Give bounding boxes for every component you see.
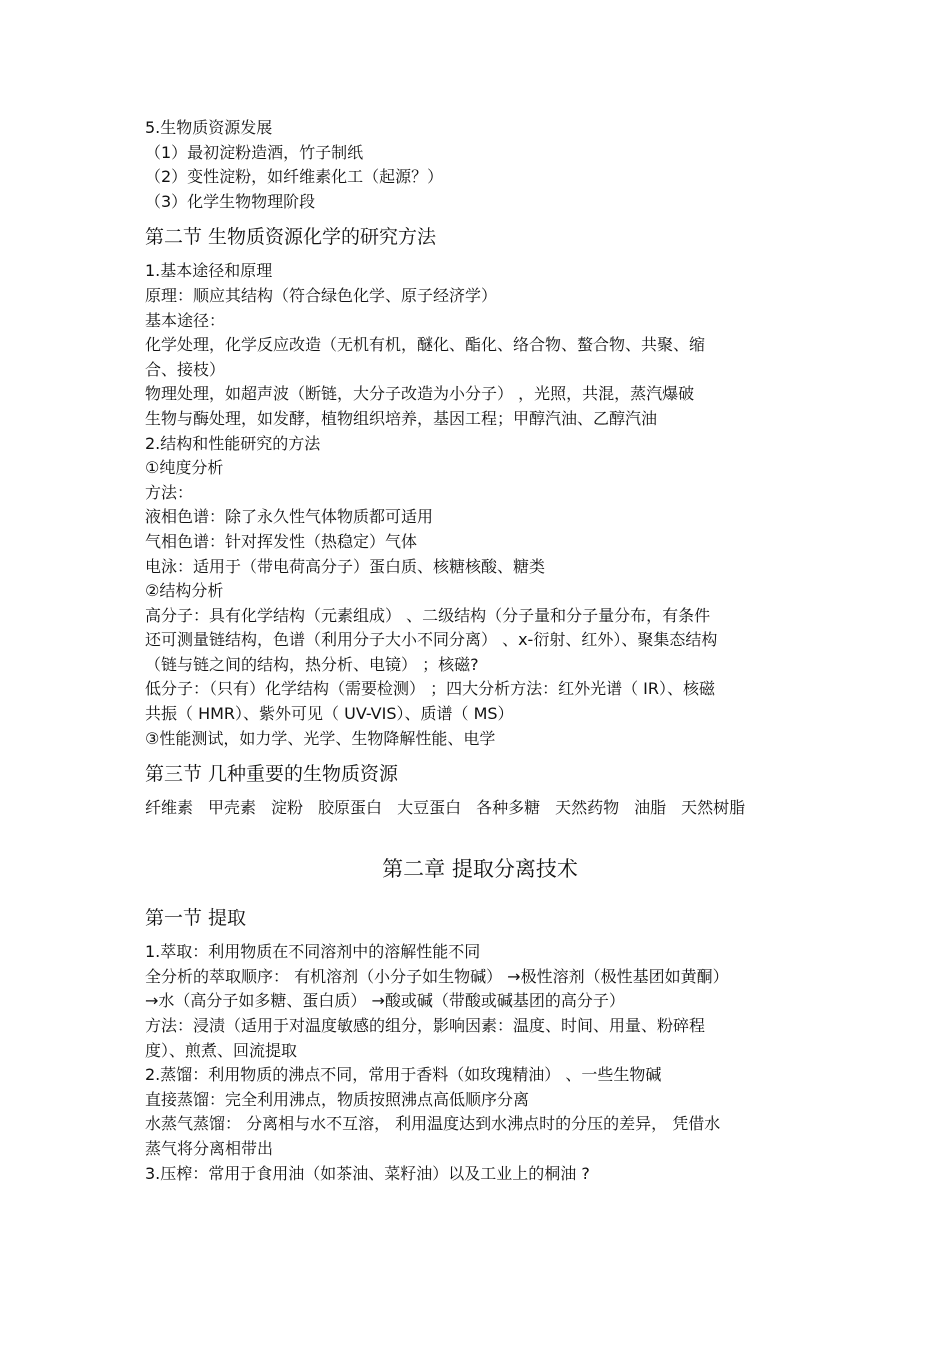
paragraph-line: 直接蒸馏：完全利用沸点，物质按照沸点高低顺序分离	[145, 1089, 530, 1109]
paragraph-line: ①纯度分析	[145, 458, 224, 478]
paragraph-line: 水蒸气蒸馏： 分离相与水不互溶， 利用温度达到水沸点时的分压的差异， 凭借水	[145, 1114, 721, 1134]
paragraph-line: 共振（ HMR）、紫外可见（ UV-VIS）、质谱（ MS）	[145, 704, 514, 724]
resource-item: 油脂	[634, 798, 667, 818]
section-5-item-2: （2）变性淀粉，如纤维素化工（起源？）	[145, 167, 444, 187]
section-5-item-1: （1）最初淀粉造酒，竹子制纸	[145, 142, 364, 162]
paragraph-line: 物理处理，如超声波（断链，大分子改造为小分子） ，光照，共混，蒸汽爆破	[145, 384, 695, 404]
paragraph-line: 原理：顺应其结构（符合绿色化学、原子经济学）	[145, 285, 498, 305]
section-2-heading: 第二节 生物质资源化学的研究方法	[145, 226, 437, 249]
paragraph-line: 生物与酶处理，如发酵，植物组织培养，基因工程；甲醇汽油、乙醇汽油	[145, 408, 658, 428]
chapter-2-title: 第二章 提取分离技术	[382, 857, 578, 882]
paragraph-line: 3.压榨：常用于食用油（如茶油、菜籽油）以及工业上的桐油 ?	[145, 1163, 590, 1183]
paragraph-line: →水（高分子如多糖、蛋白质） →酸或碱（带酸或碱基团的高分子）	[145, 991, 625, 1011]
paragraph-line: 2.蒸馏：利用物质的沸点不同，常用于香料（如玫瑰精油） 、一些生物碱	[145, 1065, 662, 1085]
paragraph-line: 1.萃取：利用物质在不同溶剂中的溶解性能不同	[145, 942, 481, 962]
paragraph-line: 气相色谱：针对挥发性（热稳定）气体	[145, 531, 418, 551]
resource-item: 淀粉	[271, 798, 304, 818]
paragraph-line: 合、接枝）	[145, 359, 226, 379]
paragraph-line: 还可测量链结构，色谱（利用分子大小不同分离） 、x-衍射、红外）、聚集态结构	[145, 630, 718, 650]
paragraph-line: 高分子：具有化学结构（元素组成） 、二级结构（分子量和分子量分布，有条件	[145, 605, 711, 625]
section-5-item-3: （3）化学生物物理阶段	[145, 191, 316, 211]
resource-item: 胶原蛋白	[318, 798, 383, 818]
paragraph-line: 方法：浸渍（适用于对温度敏感的组分，影响因素：温度、时间、用量、粉碎程	[145, 1016, 706, 1036]
resource-item: 大豆蛋白	[397, 798, 462, 818]
section-1-heading: 第一节 提取	[145, 907, 247, 930]
section-5-title: 5.生物质资源发展	[145, 118, 273, 137]
paragraph-line: 电泳：适用于（带电荷高分子）蛋白质、核糖核酸、糖类	[145, 556, 546, 576]
paragraph-line: 化学处理，化学反应改造（无机有机，醚化、酯化、络合物、螯合物、共聚、缩	[145, 335, 706, 355]
paragraph-line: 全分析的萃取顺序： 有机溶剂（小分子如生物碱） →极性溶剂（极性基团如黄酮）	[145, 966, 729, 986]
resource-item: 天然树脂	[681, 798, 746, 818]
resource-item: 纤维素	[145, 798, 194, 818]
paragraph-line: 液相色谱：除了永久性气体物质都可适用	[145, 507, 434, 527]
resource-item: 各种多糖	[476, 798, 541, 818]
resource-item: 天然药物	[555, 798, 620, 818]
paragraph-line: 低分子：（只有）化学结构（需要检测） ；四大分析方法：红外光谱（ IR）、核磁	[145, 679, 716, 699]
paragraph-line: ②结构分析	[145, 581, 224, 601]
paragraph-line: 度）、煎煮、回流提取	[145, 1040, 298, 1060]
paragraph-line: 蒸气将分离相带出	[145, 1139, 274, 1158]
section-3-heading: 第三节 几种重要的生物质资源	[145, 763, 399, 786]
resource-item: 甲壳素	[208, 798, 257, 818]
paragraph-line: ③性能测试，如力学、光学、生物降解性能、电学	[145, 728, 496, 748]
paragraph-line: 1.基本途径和原理	[145, 261, 273, 281]
document-page	[145, 116, 815, 1186]
paragraph-line: （链与链之间的结构，热分析、电镜） ；核磁?	[145, 654, 479, 674]
resource-list	[145, 796, 815, 820]
paragraph-line: 2.结构和性能研究的方法	[145, 433, 321, 453]
paragraph-line: 基本途径：	[145, 310, 226, 330]
paragraph-line: 方法：	[145, 482, 194, 502]
